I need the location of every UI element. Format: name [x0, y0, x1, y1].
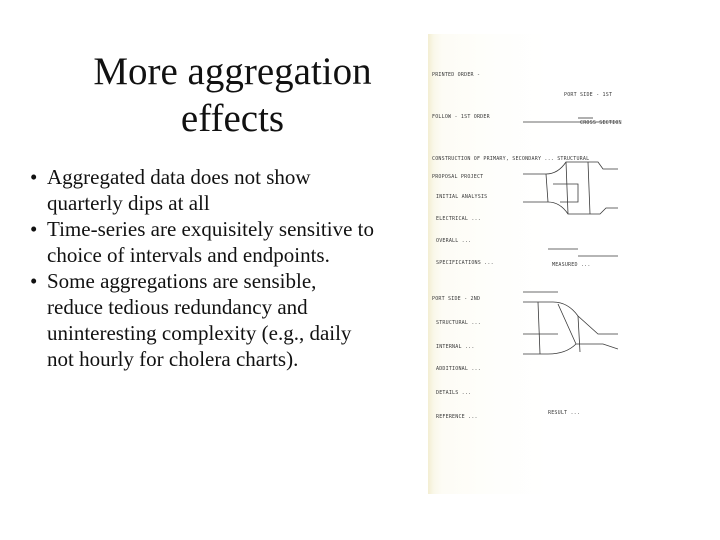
figure-label: INITIAL ANALYSIS — [436, 194, 488, 200]
figure-label: FOLLOW - 1ST ORDER — [432, 114, 490, 120]
bullet-text: Time-series are exquisitely sensitive to choice of intervals and endpoints. — [47, 217, 374, 267]
bullet-item — [30, 216, 375, 268]
figure-label: PORT SIDE - 2ND — [432, 296, 481, 302]
profile-upper-lower — [523, 202, 618, 214]
profile-upper — [523, 162, 618, 174]
figure-label: RESULT ... — [548, 410, 581, 416]
figure-label: DETAILS ... — [436, 390, 472, 396]
profile-lower-bottom — [523, 344, 618, 354]
figure-label: OVERALL ... — [436, 238, 472, 244]
figure-label: MEASURED ... — [552, 262, 591, 268]
bullet-dot: • — [30, 217, 38, 241]
figure-label: ELECTRICAL ... — [436, 216, 481, 222]
figure-label: CROSS SECTION — [580, 120, 622, 126]
figure-label: CONSTRUCTION OF PRIMARY, SECONDARY ... STRUCTURAL — [432, 156, 590, 162]
figure-label: REFERENCE ... — [436, 414, 478, 420]
figure-label: ADDITIONAL ... — [436, 366, 481, 372]
figure-label: PROPOSAL PROJECT — [432, 174, 484, 180]
figure-label: INTERNAL ... — [436, 344, 475, 350]
bullet-item — [30, 164, 375, 216]
profile-lower — [523, 302, 618, 334]
bullet-text: Aggregated data does not show quarterly dips at all — [47, 165, 311, 215]
scanned-figure — [428, 34, 622, 494]
profile-upper-inner — [553, 184, 578, 202]
bullet-text: Some aggregations are sensible, reduce tedious redundancy and uninteresting complexity (e.g., daily not hourly for cholera charts). — [47, 269, 352, 371]
bullet-dot: • — [30, 165, 38, 189]
figure-label: STRUCTURAL ... — [436, 320, 481, 326]
figure-label: PRINTED ORDER - — [432, 72, 481, 78]
slide-title: More aggregation effects — [93, 50, 372, 140]
bullet-list — [30, 164, 375, 372]
profile-upper-inner — [546, 162, 590, 214]
bullet-dot: • — [30, 269, 38, 293]
figure-label: SPECIFICATIONS ... — [436, 260, 494, 266]
bullet-item — [30, 268, 375, 372]
figure-label: PORT SIDE - 1ST — [564, 92, 613, 98]
